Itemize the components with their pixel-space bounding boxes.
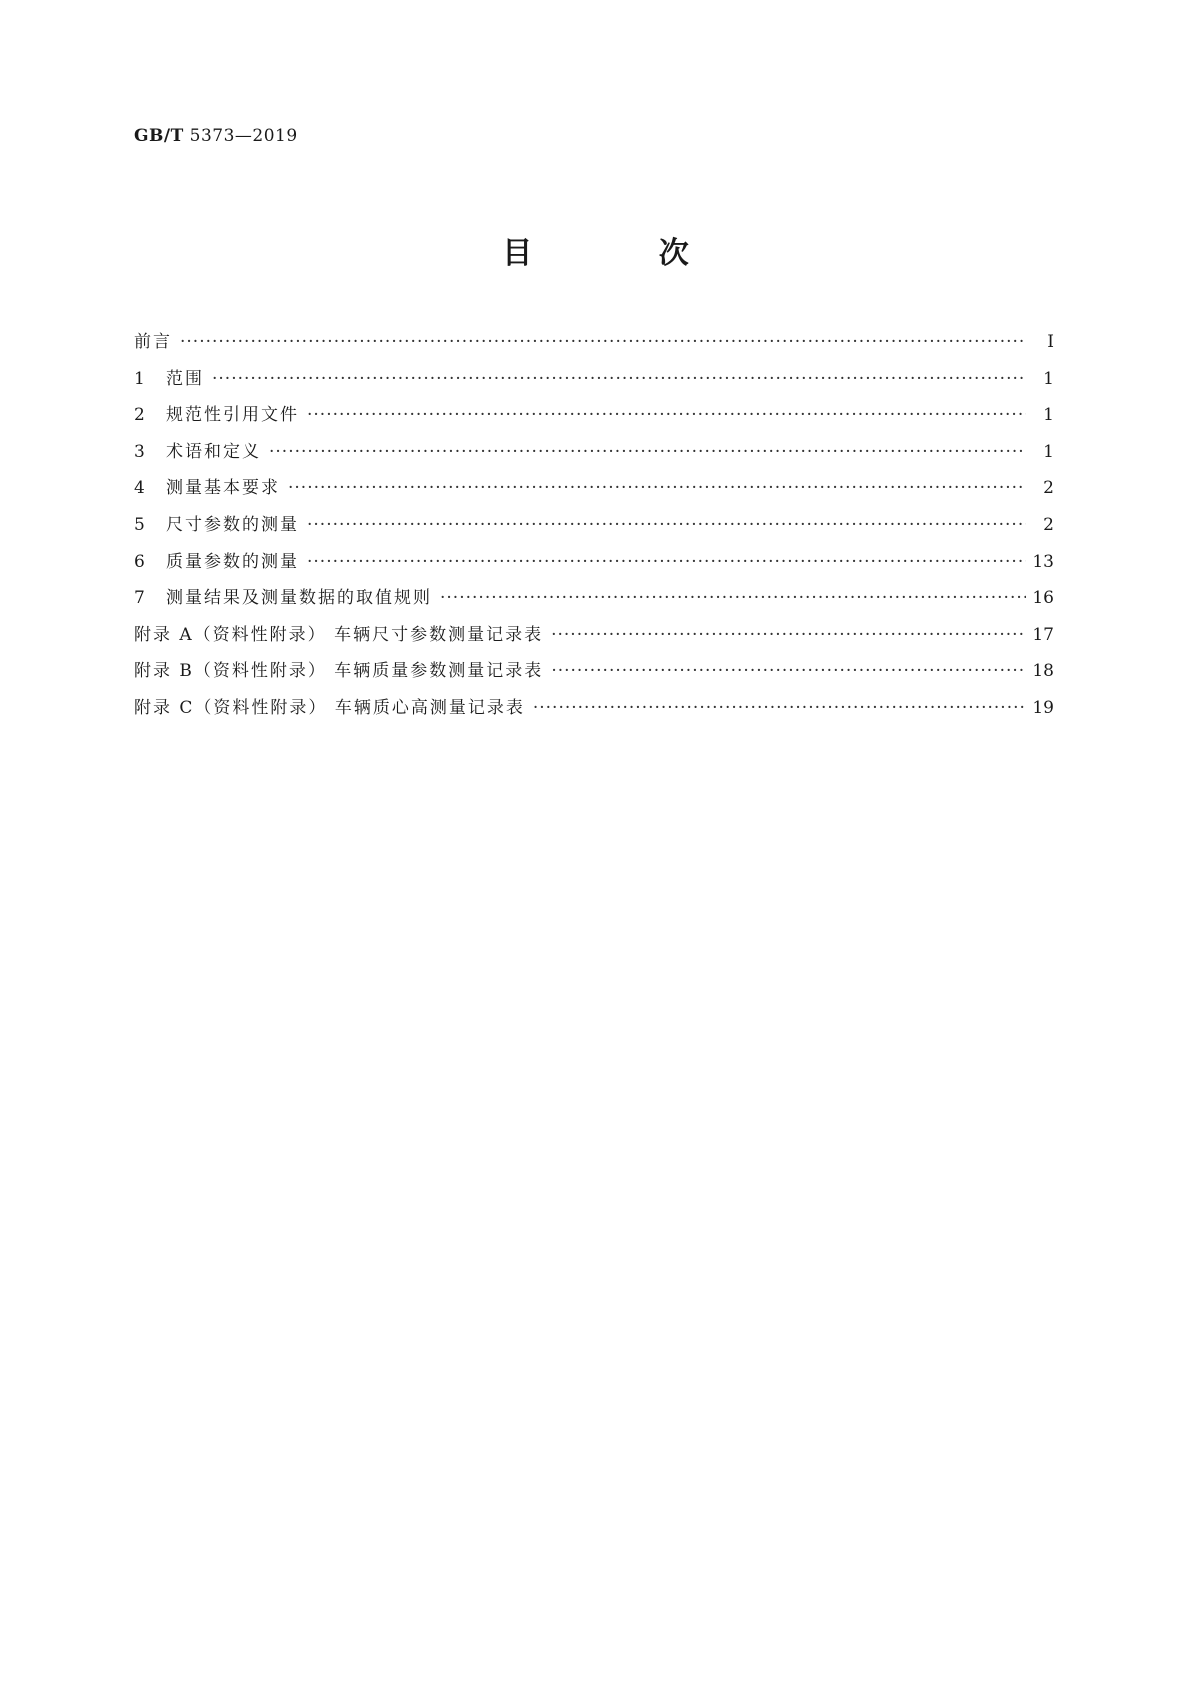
toc-leader <box>212 369 1026 389</box>
toc-label: 范围 <box>166 368 204 389</box>
toc-label: 前言 <box>134 332 172 352</box>
toc-leader <box>440 588 1026 608</box>
toc-entry-5[interactable] <box>134 510 1054 547</box>
toc-page: 19 <box>1032 697 1054 718</box>
toc-number: 1 <box>134 368 145 389</box>
standard-code: GB/T <box>134 126 184 146</box>
toc-number: 4 <box>134 478 145 499</box>
toc-number: 6 <box>134 551 145 572</box>
toc-leader <box>551 661 1026 681</box>
table-of-contents <box>134 327 1054 730</box>
toc-leader <box>533 698 1026 718</box>
toc-label: 测量结果及测量数据的取值规则 <box>166 588 432 609</box>
toc-entry-foreword[interactable] <box>134 327 1054 364</box>
toc-entry-appendix-b[interactable] <box>134 656 1054 693</box>
toc-page: 2 <box>1043 514 1054 535</box>
standard-number: 5373—2019 <box>189 126 298 146</box>
toc-leader <box>288 478 1026 498</box>
toc-label: 测量基本要求 <box>166 478 280 499</box>
toc-leader <box>307 552 1026 572</box>
toc-entry-3[interactable] <box>134 437 1054 474</box>
toc-page: 1 <box>1043 441 1054 462</box>
toc-page: 18 <box>1032 661 1054 682</box>
toc-page: 17 <box>1032 624 1054 645</box>
toc-entry-6[interactable] <box>134 547 1054 584</box>
toc-leader <box>180 332 1026 352</box>
toc-leader <box>269 442 1026 462</box>
toc-entry-4[interactable] <box>134 473 1054 510</box>
toc-page: Ⅰ <box>1047 332 1054 352</box>
toc-entry-7[interactable] <box>134 583 1054 620</box>
toc-number: 3 <box>134 441 145 462</box>
toc-page: 16 <box>1032 588 1054 609</box>
toc-page: 1 <box>1043 405 1054 426</box>
toc-number: 7 <box>134 588 145 609</box>
toc-entry-appendix-a[interactable] <box>134 620 1054 657</box>
toc-entry-1[interactable] <box>134 364 1054 401</box>
toc-page: 2 <box>1043 478 1054 499</box>
toc-label: 附录 A（资料性附录） 车辆尺寸参数测量记录表 <box>134 624 544 645</box>
toc-entry-appendix-c[interactable] <box>134 693 1054 730</box>
standard-header <box>134 126 298 146</box>
toc-number: 5 <box>134 514 145 535</box>
toc-page: 13 <box>1032 551 1054 572</box>
toc-entry-2[interactable] <box>134 400 1054 437</box>
toc-leader <box>551 625 1026 645</box>
toc-label: 术语和定义 <box>166 441 261 462</box>
toc-label: 尺寸参数的测量 <box>166 514 299 535</box>
toc-label: 质量参数的测量 <box>166 551 299 572</box>
toc-leader <box>307 405 1026 425</box>
page-title: 目 次 <box>502 236 747 271</box>
toc-label: 附录 C（资料性附录） 车辆质心高测量记录表 <box>134 697 525 718</box>
toc-number: 2 <box>134 405 145 426</box>
toc-label: 附录 B（资料性附录） 车辆质量参数测量记录表 <box>134 661 544 682</box>
toc-page: 1 <box>1043 368 1054 389</box>
toc-leader <box>307 515 1026 535</box>
toc-label: 规范性引用文件 <box>166 405 299 426</box>
